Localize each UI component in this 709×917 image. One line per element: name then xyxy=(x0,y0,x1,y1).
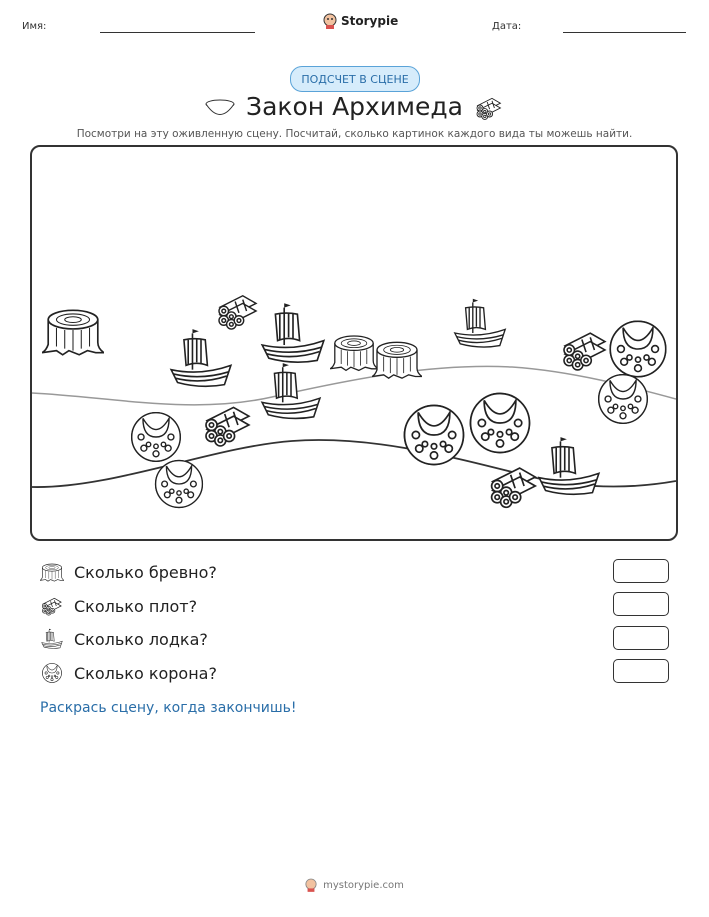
bowl-icon xyxy=(204,97,236,119)
coloring-instruction: Раскрась сцену, когда закончишь! xyxy=(40,700,297,716)
stump-icon xyxy=(42,310,104,354)
boat-icon xyxy=(539,437,599,494)
raft-icon xyxy=(492,468,536,507)
boat-icon xyxy=(171,329,231,386)
date-label: Дата: xyxy=(492,21,522,32)
boat-icon xyxy=(262,303,324,362)
raft-icon xyxy=(206,407,249,446)
crown-icon xyxy=(470,394,529,453)
name-field[interactable] xyxy=(100,32,255,33)
activity-badge: ПОДСЧЕТ В СЦЕНЕ xyxy=(290,66,420,92)
answer-box-crowns[interactable] xyxy=(613,659,669,683)
boat-icon xyxy=(455,299,505,347)
name-label: Имя: xyxy=(22,21,47,32)
crown-icon xyxy=(599,375,648,424)
brand-logo xyxy=(323,13,398,29)
crown-icon xyxy=(610,321,666,376)
stump-icon xyxy=(40,561,64,583)
stump-icon xyxy=(372,342,422,378)
crown-icon xyxy=(404,406,463,465)
boat-icon xyxy=(40,628,64,650)
question-label: Сколько корона? xyxy=(74,663,217,683)
question-label: Сколько бревно? xyxy=(74,562,217,582)
crown-icon xyxy=(156,461,203,508)
date-field[interactable] xyxy=(563,32,686,33)
instructions: Посмотри на эту оживленную сцену. Посчитай, сколько картинок каждого вида ты можешь найти. xyxy=(76,128,633,140)
question-logs xyxy=(40,561,217,583)
raft-icon xyxy=(40,595,64,617)
question-crowns xyxy=(40,662,217,684)
question-boats xyxy=(40,628,208,650)
question-label: Сколько лодка? xyxy=(74,629,208,649)
answer-box-rafts[interactable] xyxy=(613,592,669,616)
storypie-mascot-icon xyxy=(305,878,317,892)
raft-title-icon xyxy=(473,96,505,120)
scene-illustration xyxy=(32,147,676,539)
footer xyxy=(0,878,709,892)
footer-url[interactable]: mystorypie.com xyxy=(323,879,404,891)
crown-icon xyxy=(132,413,181,462)
question-label: Сколько плот? xyxy=(74,596,198,616)
brand-name: Storypie xyxy=(341,14,399,28)
stump-icon xyxy=(330,336,378,370)
storypie-mascot-icon xyxy=(323,13,337,29)
raft-icon xyxy=(219,296,256,329)
boat-icon xyxy=(262,363,320,418)
answer-box-boats[interactable] xyxy=(613,626,669,650)
page-title xyxy=(0,92,709,121)
raft-icon xyxy=(564,333,605,370)
page-title-text: Закон Архимеда xyxy=(246,92,463,121)
question-rafts xyxy=(40,595,197,617)
counting-scene xyxy=(30,145,678,541)
answer-box-logs[interactable] xyxy=(613,559,669,583)
crown-icon xyxy=(40,662,64,684)
